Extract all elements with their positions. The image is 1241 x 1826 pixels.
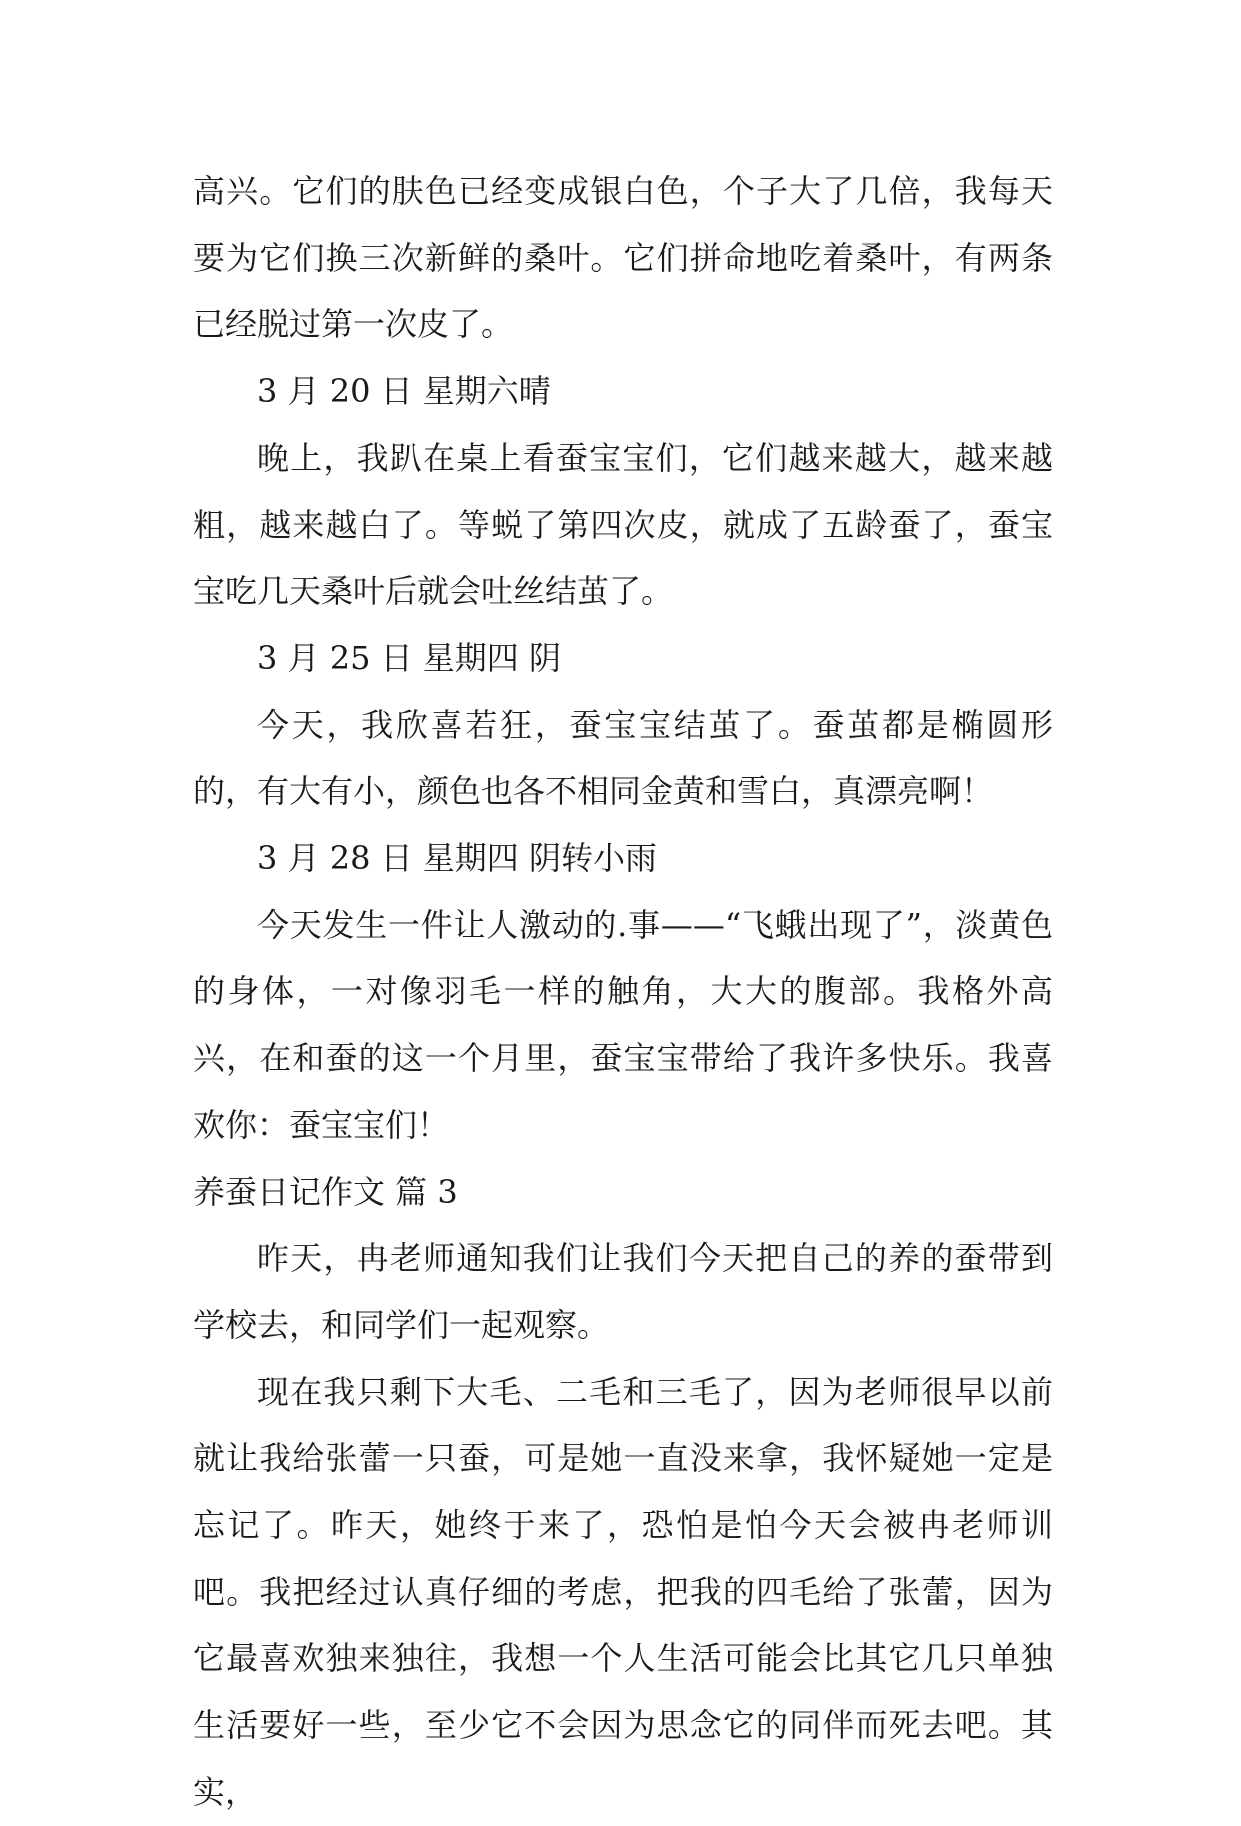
paragraph-moth: 今天发生一件让人激动的.事——“飞蛾出现了”，淡黄色的身体，一对像羽毛一样的触角，大大的腹部。我格外高兴，在和蚕的这一个月里，蚕宝宝带给了我许多快乐。我喜欢你：蚕宝宝们！ bbox=[193, 905, 1053, 1144]
paragraph-yesterday: 昨天，冉老师通知我们让我们今天把自己的养的蚕带到学校去，和同学们一起观察。 bbox=[193, 1239, 1053, 1344]
diary-date-mar-20: 3 月 20 日 星期六晴 bbox=[257, 372, 551, 411]
paragraph-evening: 晚上，我趴在桌上看蚕宝宝们，它们越来越大，越来越粗，越来越白了。等蜕了第四次皮，就成了五龄蚕了，蚕宝宝吃几天桑叶后就会吐丝结茧了。 bbox=[193, 438, 1053, 611]
document-body bbox=[193, 158, 1053, 1826]
diary-date-mar-25: 3 月 25 日 星期四 阴 bbox=[257, 638, 561, 677]
paragraph-now: 现在我只剩下大毛、二毛和三毛了，因为老师很早以前就让我给张蕾一只蚕，可是她一直没来拿，我怀疑她一定是忘记了。昨天，她终于来了，恐怕是怕今天会被冉老师训吧。我把经过认真仔细的考虑，把我的四毛给了张蕾，因为它最喜欢独来独往，我想一个人生活可能会比其它几只单独生活要好一些，至少它不会因为思念它的同伴而死去吧。其实， bbox=[193, 1372, 1053, 1811]
paragraph-continued: 高兴。它们的肤色已经变成银白色，个子大了几倍，我每天要为它们换三次新鲜的桑叶。它们拼命地吃着桑叶，有两条已经脱过第一次皮了。 bbox=[193, 172, 1053, 344]
paragraph-cocoon: 今天，我欣喜若狂，蚕宝宝结茧了。蚕茧都是椭圆形的，有大有小，颜色也各不相同金黄和雪白，真漂亮啊！ bbox=[193, 705, 1053, 811]
section-heading: 养蚕日记作文 篇 3 bbox=[193, 1172, 458, 1211]
diary-date-mar-28: 3 月 28 日 星期四 阴转小雨 bbox=[257, 839, 657, 878]
